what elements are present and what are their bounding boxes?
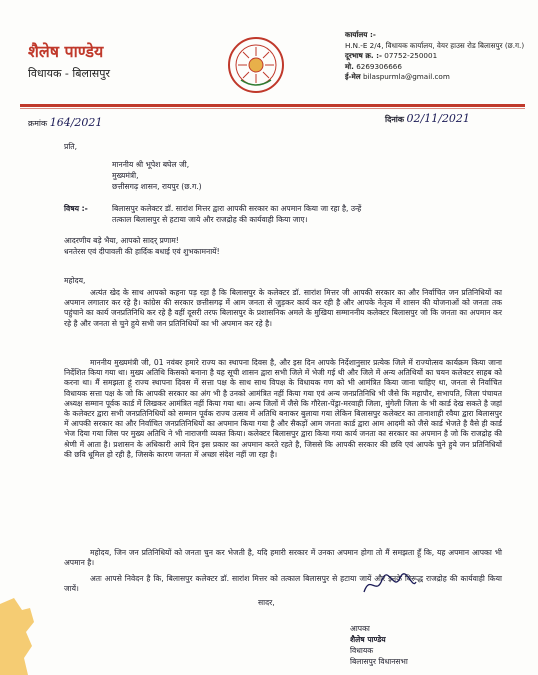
ref-value: 164/2021 — [49, 116, 103, 129]
signature-designation: विधायक — [350, 646, 374, 655]
closing: सादर, — [258, 598, 275, 607]
recipient-office: छत्तीसगढ़ शासन, रायपुर (छ.ग.) — [112, 182, 202, 191]
office-address: H.N.-E 2/4, विधायक कार्यालय, वेयर हाउस रोड बिलासपुर (छ.ग.) — [345, 40, 525, 50]
salutation: महोदय, — [64, 276, 86, 285]
ref-label: क्रमांक — [28, 119, 48, 128]
signature-constituency: बिलासपुर विधानसभा — [350, 657, 408, 666]
phone-label: दूरभाष क्र. :- — [345, 51, 382, 60]
header-divider — [20, 104, 525, 107]
header-divider-thin — [20, 108, 525, 109]
date-label: दिनांक — [385, 115, 404, 124]
phone-number: 07752-250001 — [384, 51, 438, 60]
date-value: 02/11/2021 — [406, 112, 470, 125]
paragraph-2: माननीय मुख्यमंत्री जी, 01 नवंबर हमारे राज्य का स्थापना दिवस है, और इस दिन आपके निर्देशानुसार प्रत्येक जिले में राज्योत्सव कार्यक्रम किया जाना निर्देशित किया गया था। मुख्य अतिथि किसको बनाना है यह सूची शासन द्वारा सभी जिले में भेजी गई थी और जिले में अन्य अतिथियों का चयन कलेक्टर साहब को करना था। मैं समझता हूं राज्य स्थापना दिवस में सत्ता पक्ष के साथ साथ विपक्ष के विधायक गण को भी आमंत्रित किया जाना चाहिए था, जनता से निर्वाचित विधायक सत्ता पक्ष के जो कि आपकी सरकार का अंग भी है उनको आमंत्रित नहीं किया गया एवं अन्य जनप्रतिनिधि भी जैसे कि महापौर, सभापति, जिला पंचायत अध्यक्ष सम्मान पूर्वक कार्ड में लिखकर आमंत्रित नहीं किया गया था। अन्य जिलों में जैसे कि गौरेला-पेंड्रा-मरवाही जिला, मुंगेली जिला के भी कार्ड देख सकते है जहां के कलेक्टर द्वारा सभी जनप्रतिनिधियों को सम्मान पूर्वक राज्य उत्सव में अतिथि बनाकर बुलाया गया लेकिन बिलासपुर कलेक्टर का तानाशाही रवैया द्वारा बिलासपुर में आपकी सरकार का और निर्वाचित जनप्रतिनिधियों का अपमान किया गया है और सैकड़ों आम जनता कार्ड द्वारा आम आदमी को जैसे कार्ड भेजते है वैसे ही कार्ड भेज दिया गया जिस पर मुख्य अतिथि ने भी नाराजगी व्यक्त किया। कलेक्टर बिलासपुर द्वारा किया गया कार्य जनता का सरकार का अपमान है जो कि राजद्रोह की श्रेणी में आता है। प्रशासन के अधिकारी आये दिन इस प्रकार का अपमान करते रहते है, जिससे कि आपकी सरकार की छवि एवं आपके चुने हुये जन प्रतिनिधियों की छवि धूमिल हो रही है, जिसके कारण जनता में अच्छा संदेश नहीं जा रहा है। — [64, 358, 503, 459]
paragraph-3: महोदय, जिन जन प्रतिनिधियों को जनता चुन कर भेजती है, यदि हमारी सरकार में उनका अपमान होगा तो मैं समझता हूँ कि, यह अपमान आपका भी अपमान है। — [64, 548, 502, 568]
signature-name: शैलेष पाण्डेय — [350, 635, 386, 644]
mobile-number: 6269306666 — [356, 61, 402, 71]
paragraph-4: अतः आपसे निवेदन है कि, बिलासपुर कलेक्टर डॉ. सारांश मित्तर को तत्काल बिलासपुर से हटाया जायें और इनके विरूद्ध राजद्रोह की कार्यवाही किया जायें। — [64, 574, 502, 594]
subject-label: विषय :- — [64, 204, 88, 213]
office-label: कार्यालय :- — [345, 30, 376, 39]
subject-line-1: बिलासपुर कलेक्टर डॉ. सारांश मित्तर द्वारा आपकी सरकार का अपमान किया जा रहा है, उन्हें — [112, 204, 362, 213]
recipient-to: प्रति, — [64, 142, 78, 151]
mobile-label: मो. — [345, 61, 354, 71]
state-map-icon — [0, 596, 40, 675]
paragraph-1: अत्यंत खेद के साथ आपको कहना पड़ रहा है कि बिलासपुर के कलेक्टर डॉ. सारांश मित्तर जी आपकी सरकार का और निर्वाचित जन प्रतिनिधियों का अपमान लगातार कर रहे है। कांग्रेस की सरकार छत्तीसगढ़ में आम जनता से जुड़कर कार्य कर रही है और आपके नेतृत्व में शासन की योजनाओं को जनता तक पहुंचाने का कार्य जनप्रतिनिधि कर रहे है वहीं दूसरी तरफ बिलासपुर के प्रशासनिक अमले के मुखिया सम्माननीय कलेक्टर बिलासपुर जो कि जनता का अपमान कर रहे है और जनता से चुने हुये सभी जन प्रतिनिधियों का भी अपमान कर रहे है। — [64, 288, 502, 328]
greeting-line-1: आदरणीय बड़े भैया, आपको सादर् प्रणाम! — [64, 236, 179, 245]
assembly-emblem-icon — [227, 36, 285, 94]
sender-name: शैलेष पाण्डेय — [28, 42, 104, 61]
recipient-title: मुख्यमंत्री, — [112, 171, 139, 180]
signature-closing: आपका — [350, 624, 370, 633]
subject-line-2: तत्काल बिलासपुर से हटाया जाये और राजद्रोह की कार्यवाही किया जाए। — [112, 215, 308, 224]
reference-number — [28, 116, 102, 129]
recipient-name: माननीय श्री भूपेश बघेल जी, — [112, 160, 190, 169]
greeting-line-2: धनतेरस एवं दीपावली की हार्दिक बधाई एवं शुभकामनायें! — [64, 247, 220, 256]
letter-date — [385, 112, 470, 125]
sender-designation: विधायक - बिलासपुर — [28, 67, 110, 80]
email-address: bilaspurmla@gmail.com — [362, 72, 450, 81]
handwritten-signature — [360, 570, 420, 600]
contact-block — [345, 30, 535, 83]
email-label: ई-मेल — [345, 72, 361, 81]
